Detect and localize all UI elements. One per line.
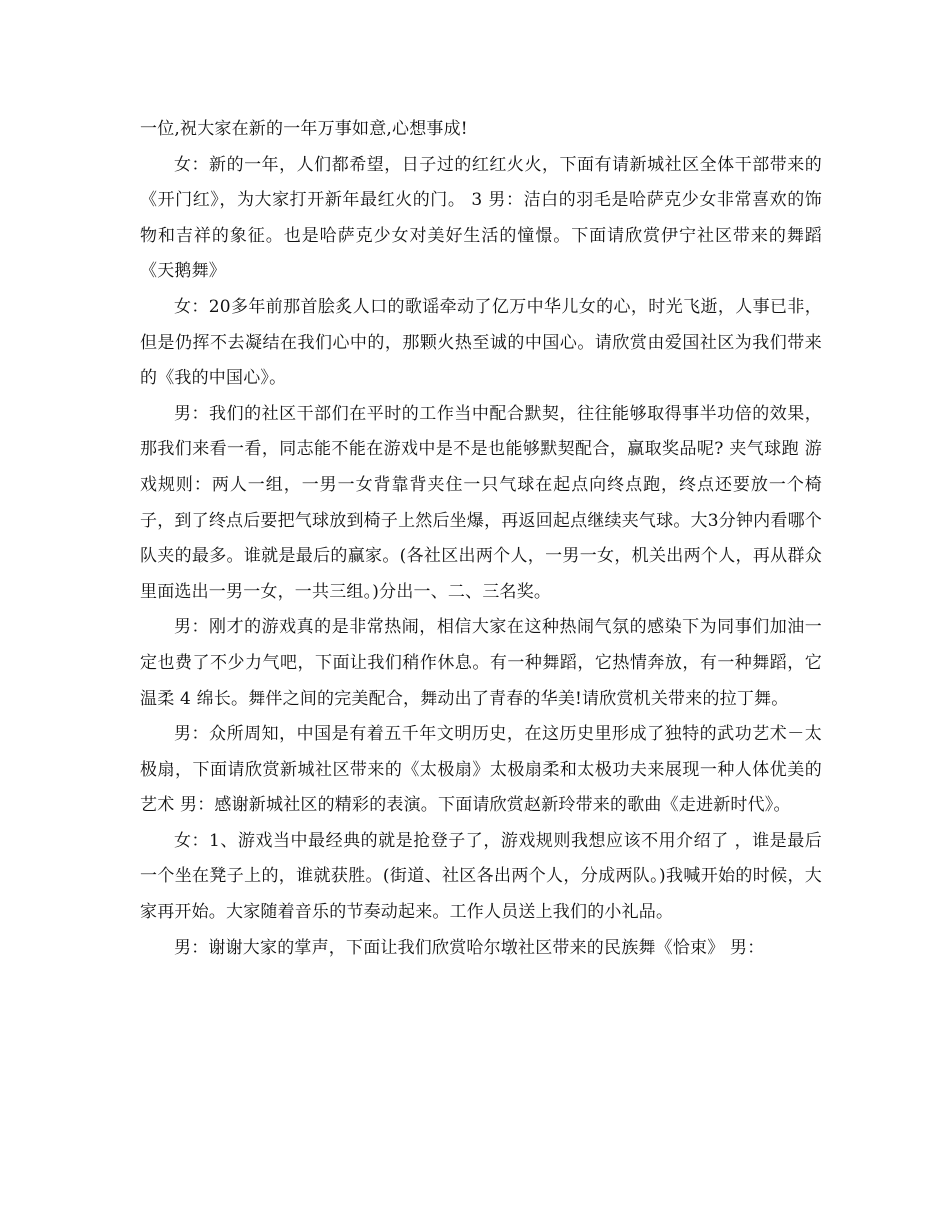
document-body <box>140 112 822 966</box>
paragraph-1: 一位,祝大家在新的一年万事如意,心想事成! <box>140 119 468 139</box>
paragraph-3: 女：20多年前那首脍炙人口的歌谣牵动了亿万中华儿女的心，时光飞逝，人事已非，但是仍挥不去凝结在我们心中的，那颗火热至诚的中国心。请欣赏由爱国社区为我们带来的《我的中国心》。 <box>140 296 822 389</box>
paragraph-2: 女：新的一年，人们都希望，日子过的红红火火，下面有请新城社区全体干部带来的《开门红》，为大家打开新年最红火的门。 3 男：洁白的羽毛是哈萨克少女非常喜欢的饰物和吉祥的象征。也是哈萨克少女对美好生活的憧憬。下面请欣赏伊宁社区带来的舞蹈《天鹅舞》 <box>140 154 822 282</box>
paragraph-6: 男：众所周知，中国是有着五千年文明历史，在这历史里形成了独特的武功艺术－太极扇，下面请欣赏新城社区带来的《太极扇》太极扇柔和太极功夫来展现一种人体优美的艺术 男：感谢新城社区的精彩的表演。下面请欣赏赵新玲带来的歌曲《走进新时代》。 <box>140 724 822 816</box>
paragraph-5: 男：刚才的游戏真的是非常热闹，相信大家在这种热闹气氛的感染下为同事们加油一定也费了不少力气吧，下面让我们稍作休息。有一种舞蹈，它热情奔放，有一种舞蹈，它温柔 4 绵长。舞伴之间的完美配合，舞动出了青春的华美!请欣赏机关带来的拉丁舞。 <box>140 617 822 709</box>
paragraph-4: 男：我们的社区干部们在平时的工作当中配合默契，往往能够取得事半功倍的效果，那我们来看一看，同志能不能在游戏中是不是也能够默契配合，赢取奖品呢? 夹气球跑 游戏规则：两人一组，一男一女背靠背夹住一只气球在起点向终点跑，终点还要放一个椅子，到了终点后要把气球放到椅子上然后坐爆，再返回起点继续夹气球。大3分钟内看哪个队夹的最多。谁就是最后的赢家。(各社区出两个人，一男一女，机关出两个人，再从群众里面选出一男一女，一共三组。)分出一、二、三名奖。 <box>140 403 822 602</box>
paragraph-7: 女：1、游戏当中最经典的就是抢登子了，游戏规则我想应该不用介绍了 ，谁是最后一个坐在凳子上的，谁就获胜。(街道、社区各出两个人，分成两队。)我喊开始的时候，大家再开始。大家随着音乐的节奏动起来。工作人员送上我们的小礼品。 <box>140 830 822 923</box>
paragraph-8: 男：谢谢大家的掌声，下面让我们欣赏哈尔墩社区带来的民族舞《恰束》 男： <box>174 937 765 958</box>
